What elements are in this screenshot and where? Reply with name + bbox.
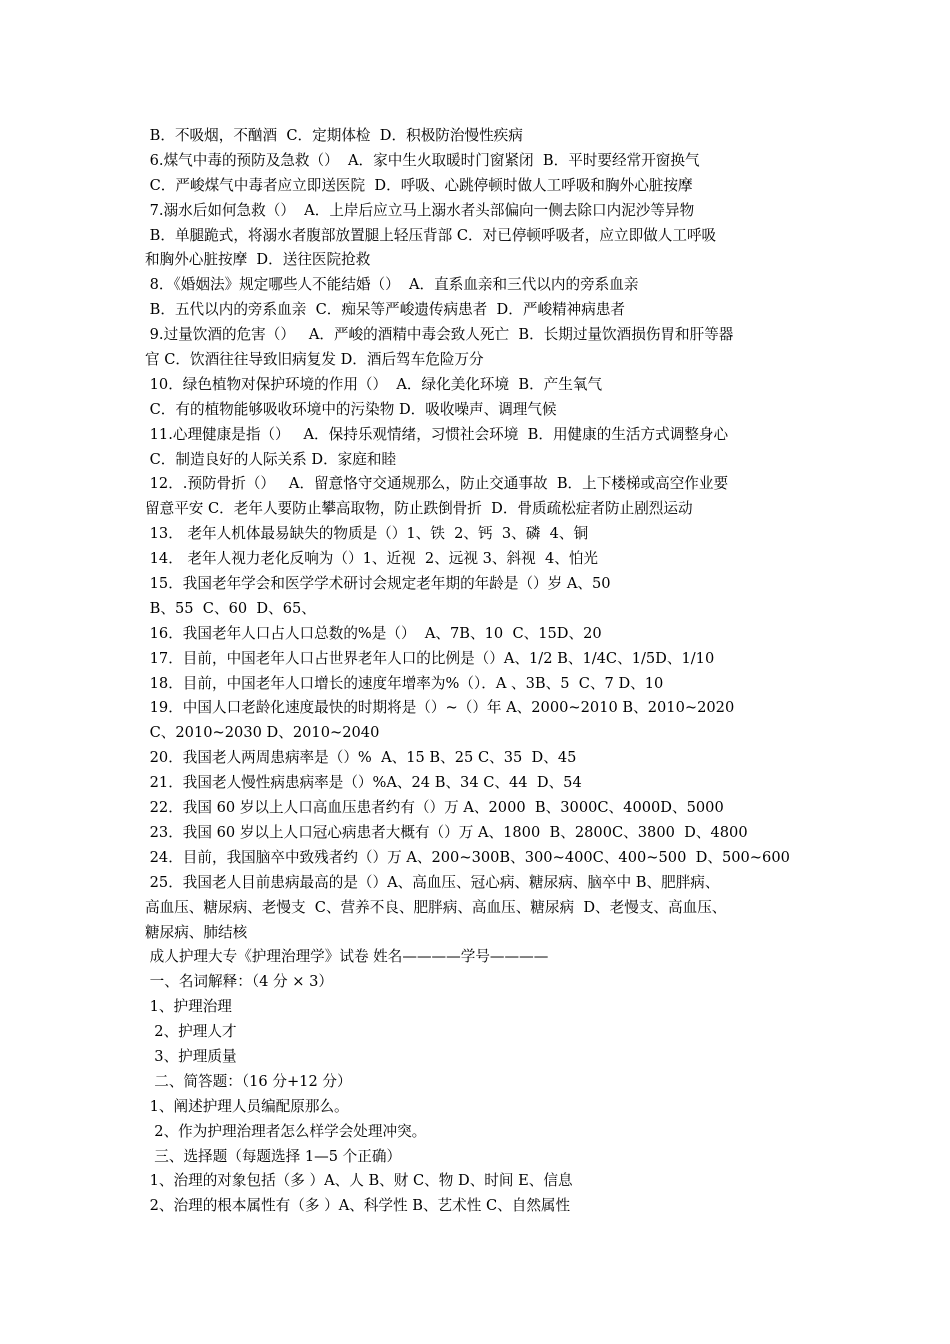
text-line: 19．中国人口老龄化速度最快的时期将是（）~（）年 A、2000~2010 B、2010~2020 <box>145 699 735 717</box>
text-line: 12．.预防骨折（） A．留意恪守交通规那么，防止交通事故 B．上下楼梯或高空作业要 <box>145 475 729 493</box>
text-line: 留意平安 C．老年人要防止攀高取物，防止跌倒骨折 D．骨质疏松症者防止剧烈运动 <box>145 500 693 518</box>
text-line: 20．我国老人两周患病率是（）% A、15 B、25 C、35 D、45 <box>145 749 577 767</box>
text-line: B．不吸烟，不酗酒 C．定期体检 D．积极防治慢性疾病 <box>145 127 523 144</box>
text-line: B．五代以内的旁系血亲 C．痴呆等严峻遗传病患者 D．严峻精神病患者 <box>145 301 626 319</box>
text-line: 10．绿色植物对保护环境的作用（） A．绿化美化环境 B．产生氧气 <box>145 375 603 393</box>
text-line: 7.溺水后如何急救（） A．上岸后应立马上溺水者头部偏向一侧去除口内泥沙等异物 <box>145 201 695 219</box>
text-line: 8．《婚姻法》规定哪些人不能结婚（） A．直系血亲和三代以内的旁系血亲 <box>145 276 639 294</box>
text-line: 22．我国 60 岁以上人口高血压患者约有（）万 A、2000 B、3000C、4000D、5000 <box>145 799 724 817</box>
text-line: B、55 C、60 D、65、 <box>145 599 316 617</box>
text-line: 1、护理治理 <box>145 998 232 1016</box>
text-line: 16．我国老年人口占人口总数的%是（） A、7B、10 C、15D、20 <box>145 624 602 642</box>
text-line: 1、治理的对象包括（多 ）A、人 B、财 C、物 D、时间 E、信息 <box>145 1172 573 1190</box>
text-line: 24．目前，我国脑卒中致残者约（）万 A、200~300B、300~400C、400~500 D、500~600 <box>145 848 790 866</box>
text-line: 一、名词解释：（4 分 × 3） <box>145 973 333 991</box>
text-line: 1、阐述护理人员编配原那么。 <box>145 1097 349 1115</box>
text-line: 二、简答题：（16 分+12 分） <box>145 1072 352 1090</box>
text-line: C、2010~2030 D、2010~2040 <box>145 724 380 742</box>
text-line: 2、治理的根本属性有（多 ）A、科学性 B、艺术性 C、自然属性 <box>145 1197 571 1215</box>
text-line: 成人护理大专《护理治理学》试卷 姓名————学号———— <box>145 948 549 966</box>
text-line: 13． 老年人机体最易缺失的物质是（）1、铁 2、钙 3、磷 4、铜 <box>145 525 589 543</box>
text-line: 15．我国老年学会和医学学术研讨会规定老年期的年龄是（）岁 A、50 <box>145 575 611 593</box>
text-line: 三、选择题（每题选择 1—5 个正确） <box>145 1147 402 1165</box>
text-line: 高血压、糖尿病、老慢支 C、营养不良、肥胖病、高血压、糖尿病 D、老慢支、高血压、 <box>145 898 727 916</box>
text-line: 14． 老年人视力老化反响为（）1、近视 2、远视 3、斜视 4、怕光 <box>145 550 599 568</box>
text-line: C．制造良好的人际关系 D．家庭和睦 <box>145 450 397 468</box>
text-line: C．有的植物能够吸收环境中的污染物 D．吸收噪声、调理气候 <box>145 400 557 418</box>
text-line: 23．我国 60 岁以上人口冠心病患者大概有（）万 A、1800 B、2800C、3800 D、4800 <box>145 823 748 841</box>
text-line: 9.过量饮酒的危害（） A．严峻的酒精中毒会致人死亡 B．长期过量饮酒损伤胃和肝等器 <box>145 326 734 344</box>
text-line: 3、护理质量 <box>145 1047 237 1065</box>
text-line: 6.煤气中毒的预防及急救（） A．家中生火取暖时门窗紧闭 B．平时要经常开窗换气 <box>145 151 700 169</box>
text-line: 18．目前，中国老年人口增长的速度年增率为%（）．A 、3B、5 C、7 D、10 <box>145 674 664 692</box>
text-line: 17．目前，中国老年人口占世界老年人口的比例是（）A、1/2 B、1/4C、1/5D、1/10 <box>145 649 715 667</box>
text-line: 2、作为护理治理者怎么样学会处理冲突。 <box>145 1122 427 1140</box>
text-line: 11.心理健康是指（） A．保持乐观情绪，习惯社会环境 B．用健康的生活方式调整身心 <box>145 425 729 443</box>
text-line: B．单腿跪式，将溺水者腹部放置腿上轻压背部 C．对已停顿呼吸者，应立即做人工呼吸 <box>145 226 717 244</box>
text-line: 2、护理人才 <box>145 1023 237 1041</box>
text-line: 25．我国老人目前患病最高的是（）A、高血压、冠心病、糖尿病、脑卒中 B、肥胖病、 <box>145 873 720 891</box>
text-line: 官 C．饮酒往往导致旧病复发 D．酒后驾车危险万分 <box>145 351 484 369</box>
text-line: 和胸外心脏按摩 D．送往医院抢救 <box>145 251 371 269</box>
text-line: 21．我国老人慢性病患病率是（）%A、24 B、34 C、44 D、54 <box>145 774 582 792</box>
text-line: C．严峻煤气中毒者应立即送医院 D．呼吸、心跳停顿时做人工呼吸和胸外心脏按摩 <box>145 176 693 194</box>
text-line: 糖尿病、肺结核 <box>145 923 248 941</box>
document-body <box>145 124 810 1219</box>
